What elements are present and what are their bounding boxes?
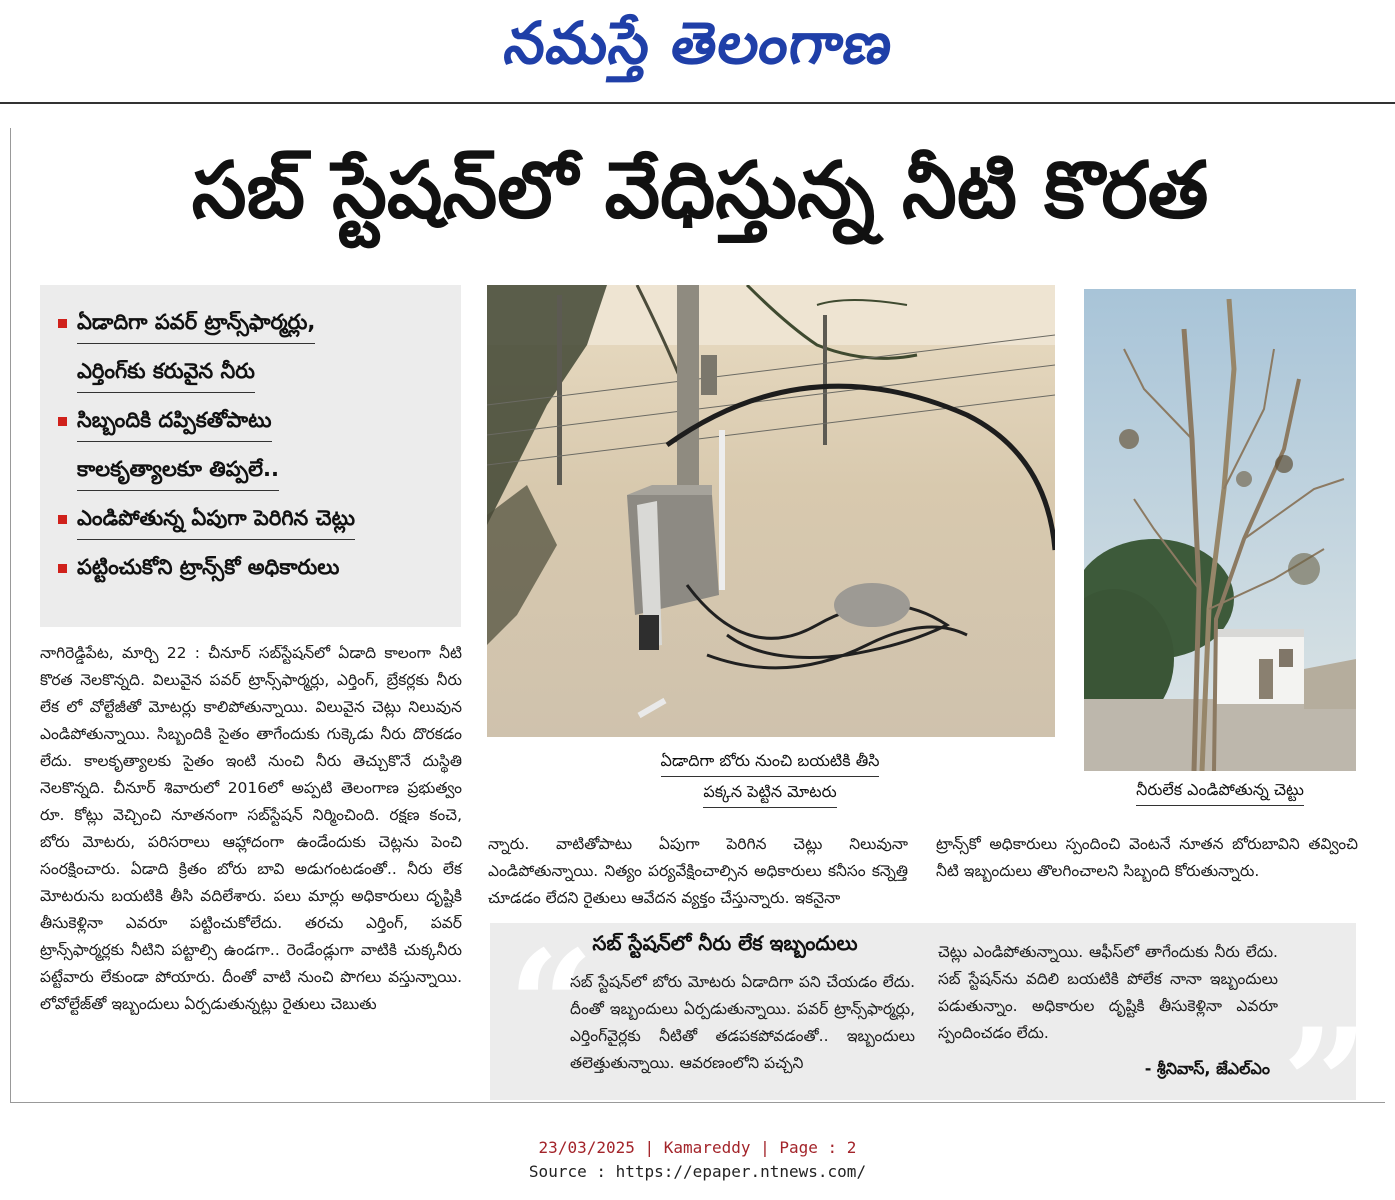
body-column-2: న్నారు. వాటితోపాటు ఏపుగా పెరిగిన చెట్లు నిలువునా ఎండిపోతున్నాయి. నిత్యం పర్యవేక్షించాల్సిన అధికారులు కనీసం కన్నెత్తి చూడడం లేదని రైతులు ఆవేదన వ్యక్తం చేస్తున్నారు. ఇకనైనా <box>488 835 908 907</box>
caption-line: ఏడాదిగా బోరు నుంచి బయటికి తీసి <box>661 746 880 777</box>
highlight-line: సిబ్బందికి దప్పికతోపాటు <box>77 403 272 442</box>
highlight-line: ఎర్తింగ్‌కు కరువైన నీరు <box>77 354 255 393</box>
highlight-line: ఏడాదిగా పవర్ ట్రాన్స్‌ఫార్మర్లు, <box>77 305 315 344</box>
square-bullet-icon <box>58 515 67 524</box>
square-bullet-icon <box>58 564 67 573</box>
square-bullet-icon <box>58 417 67 426</box>
highlight-item <box>58 403 443 501</box>
body-column-1: నాగిరెడ్డిపేట, మార్చి 22 : చీనూర్ సబ్‌స్టేషన్‌లో ఏడాది కాలంగా నీటి కొరత నెలకొన్నది. విలువైన పవర్ ట్రాన్స్‌ఫార్మర్లు, ఎర్తింగ్, బ్రేకర్లకు నీరు లేక లో వోల్టేజీతో మోటర్లు కాలిపోతున్నాయి. విలువైన చెట్లు నిలువున ఎండిపోతున్నాయి. సిబ్బందికి సైతం తాగేందుకు గుక్కెడు నీరు దొరకడం లేదు. కాలకృత్యాలకు సైతం ఇంటి నుంచి నీరు తెచ్చుకొనే దుస్థితి నెలకొన్నది. చీనూర్ శివారులో 2016లో అప్పటి తెలంగాణ ప్రభుత్వం రూ. కోట్లు వెచ్చించి నూతనంగా సబ్‌స్టేషన్ నిర్మించింది. రక్షణ కంచె, బోరు మోటరు, పరిసరాలు ఆహ్లాదంగా ఉండేందుకు చెట్లను పెంచి సంరక్షించారు. ఏడాది క్రితం బోరు బావి అడుగంటడంతో.. నీరు లేక మోటరును బయటికి తీసి వదిలేశారు. పలు మార్లు అధికారులు దృష్టికి తీసుకెళ్లినా ఎవరూ పట్టించుకోలేదు. తరచు ఎర్తింగ్, పవర్ ట్రాన్స్‌ఫార్మర్లకు నీటిని పట్టాల్సి ఉండగా.. రెండేండ్లుగా వాటికి చుక్కనీరు పట్టేవారు లేకుండా పోయారు. దీంతో వాటి నుంచి పొగలు వస్తున్నాయి. లోవోల్టేజ్‌తో ఇబ్బందులు ఏర్పడుతున్నట్లు రైతులు చెబుతు <box>40 644 462 1013</box>
column-rule-left <box>10 128 11 1103</box>
photo-caption-motor <box>600 746 940 808</box>
page-rule-bottom <box>10 1102 1385 1103</box>
caption-line: నీరులేక ఎండిపోతున్న చెట్టు <box>1136 775 1304 806</box>
quote-text-right: చెట్లు ఎండిపోతున్నాయి. ఆఫీస్‌లో తాగేందుకు నీరు లేదు. సబ్ స్టేషన్‌ను వదిలి బయటికి పోలేక నానా ఇబ్బందులు పడుతున్నాం. అధికారుల దృష్టికి తీసుకెళ్లినా ఎవరూ స్పందించడం లేదు. <box>938 943 1278 1042</box>
page-footer <box>0 1136 1395 1184</box>
quote-title: సబ్ స్టేషన్‌లో నీరు లేక ఇబ్బందులు <box>592 931 858 955</box>
footer-source-link[interactable]: Source : https://epaper.ntnews.com/ <box>528 1162 867 1181</box>
highlights-box <box>40 285 461 627</box>
photo-caption-tree <box>1100 775 1340 806</box>
masthead <box>0 0 1395 100</box>
highlight-line: కాలకృత్యాలకూ తిప్పలే.. <box>77 452 279 491</box>
masthead-rule <box>0 102 1395 104</box>
highlight-item <box>58 305 443 403</box>
square-bullet-icon <box>58 319 67 328</box>
article-headline: సబ్ స్టేషన్‌లో వేధిస్తున్న నీటి కొరత <box>191 145 1209 236</box>
highlight-line: పట్టించుకోని ట్రాన్స్‌కో అధికారులు <box>77 555 340 579</box>
highlight-line: ఎండిపోతున్న ఏపుగా పెరిగిన చెట్లు <box>77 501 355 540</box>
quote-attribution: - శ్రీనివాస్, జేఎల్ఎం <box>1144 1059 1270 1078</box>
footer-edition-info: 23/03/2025 | Kamareddy | Page : 2 <box>538 1138 857 1157</box>
quote-text-left: సబ్ స్టేషన్‌లో బోరు మోటరు ఏడాదిగా పని చేయడం లేదు. దీంతో ఇబ్బందులు ఏర్పడుతున్నాయి. పవర్ ట్రాన్స్‌ఫార్మర్లు, ఎర్తింగ్‌వైర్లకు నీటితో తడపకపోవడంతో.. ఇబ్బందులు తలెత్తుతున్నాయి. ఆవరణంలోని పచ్చని <box>570 973 915 1072</box>
photo-motor <box>487 285 1055 737</box>
masthead-logo: నమస్తే తెలంగాణ <box>499 8 898 77</box>
quote-open-icon: “ <box>508 918 595 1094</box>
photo-dry-tree <box>1084 289 1356 771</box>
caption-line: పక్కన పెట్టిన మోటరు <box>703 777 836 808</box>
highlight-item <box>58 550 443 598</box>
highlight-item <box>58 501 443 550</box>
body-column-3: ట్రాన్స్‌కో అధికారులు స్పందించి వెంటనే నూతన బోరుబావిని తవ్వించి నీటి ఇబ్బందులు తొలగించాలని సిబ్బంది కోరుతున్నారు. <box>936 835 1358 880</box>
quote-close-icon: ” <box>1282 996 1369 1172</box>
